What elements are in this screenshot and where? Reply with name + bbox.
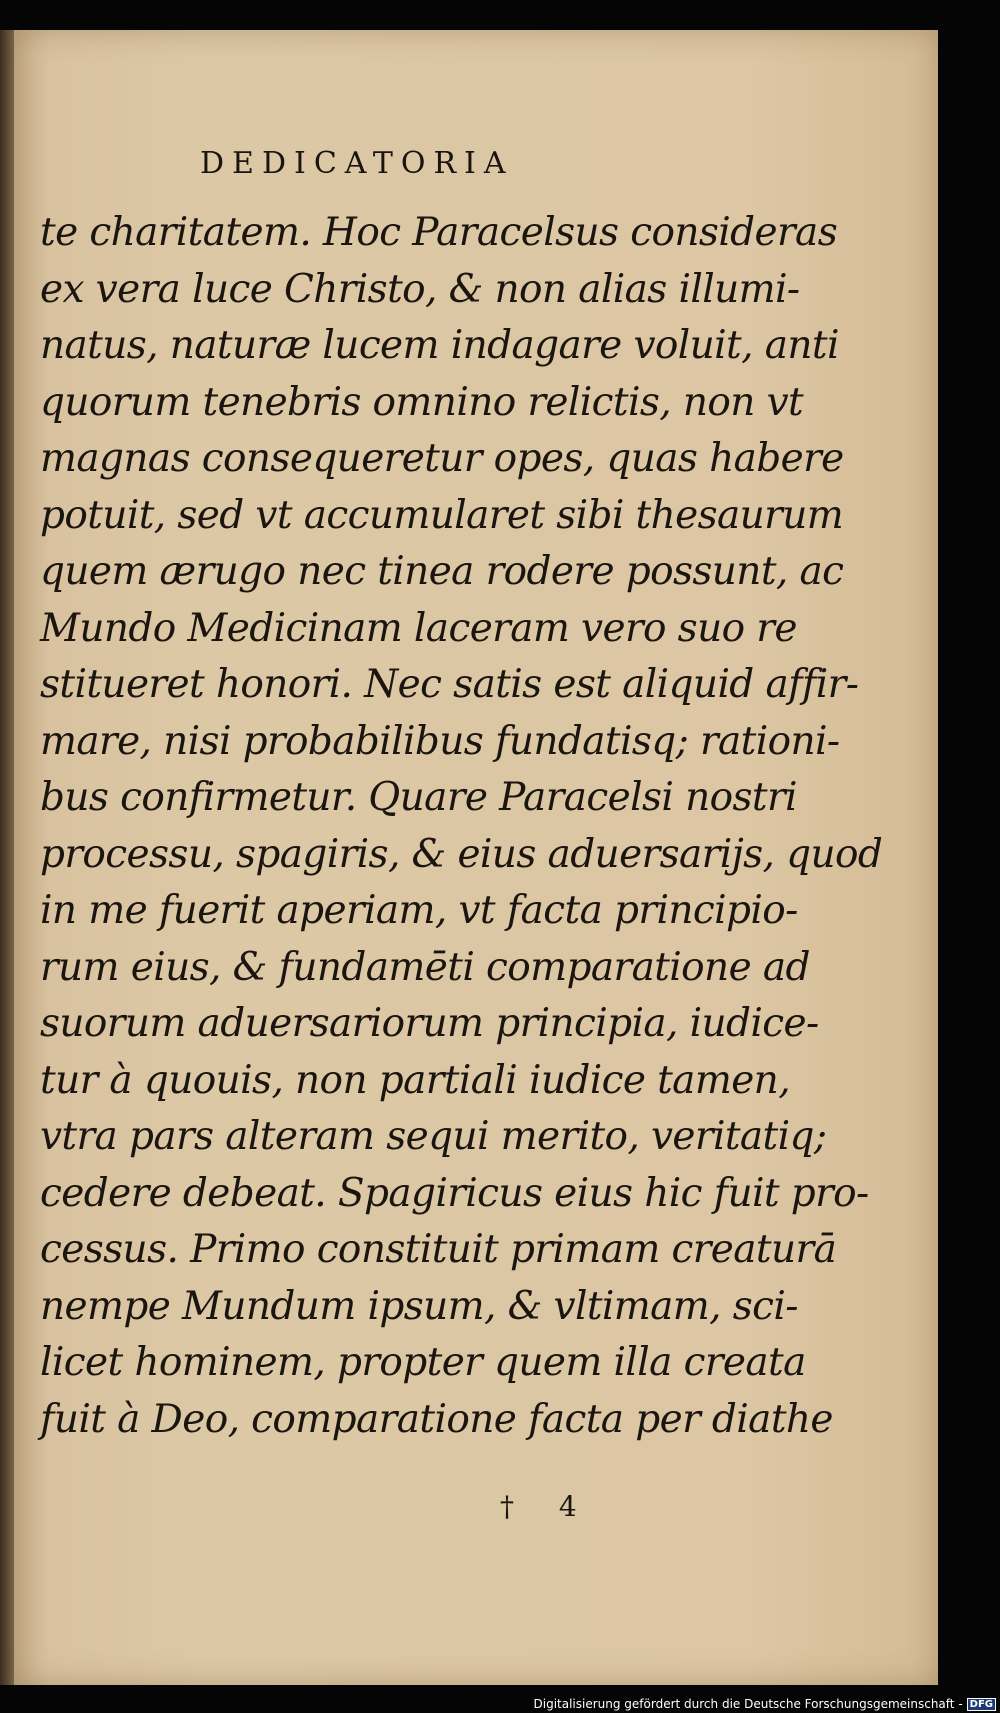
text-line: cessus. Primo constituit primam creaturā [40, 1227, 837, 1272]
text-line: cedere debeat. Spagiricus eius hic fuit pro- [40, 1170, 869, 1216]
book-spine-edge [0, 30, 14, 1685]
text-line: te charitatem. Hoc Paracelsus consideras [40, 210, 838, 255]
text-line: suorum aduersariorum principia, iudice- [40, 1001, 819, 1046]
text-line: licet hominem, propter quem illa creata [40, 1340, 806, 1385]
page-body-text [40, 205, 883, 1448]
text-line: mare, nisi probabilibus fundatisq; rationi- [40, 718, 840, 764]
text-line: bus confirmetur. Quare Paracelsi nostri [40, 775, 797, 820]
text-line: potuit, sed vt accumularet sibi thesaurum [40, 492, 844, 538]
text-line: natus, naturæ lucem indagare voluit, anti [40, 323, 839, 368]
digitization-credit [534, 1697, 997, 1711]
credit-text: Digitalisierung gefördert durch die Deutsche Forschungsgemeinschaft - [533, 1697, 963, 1711]
text-line: quorum tenebris omnino relictis, non vt [40, 379, 804, 425]
text-line: in me fuerit aperiam, vt facta principio- [40, 888, 798, 933]
signature-mark: † 4 [500, 1490, 595, 1523]
text-line: rum eius, & fundamēti comparatione ad [40, 944, 810, 990]
dfg-logo: DFG [967, 1698, 996, 1711]
text-line: fuit à Deo, comparatione facta per diathe [40, 1396, 833, 1442]
text-line: tur à quouis, non partiali iudice tamen, [40, 1057, 791, 1103]
text-line: nempe Mundum ipsum, & vltimam, sci- [40, 1283, 798, 1329]
text-line: stitueret honori. Nec satis est aliquid affir- [40, 662, 859, 707]
text-line: vtra pars alteram sequi merito, veritatiq; [40, 1114, 827, 1159]
running-head: DEDICATORIA [200, 146, 514, 181]
text-line: processu, spagiris, & eius aduersarijs, quod [40, 831, 883, 877]
text-line: Mundo Medicinam laceram vero suo re [40, 605, 797, 651]
text-line: magnas consequeretur opes, quas habere [40, 436, 844, 481]
text-line: ex vera luce Christo, & non alias illumi- [40, 266, 800, 312]
text-line: quem ærugo nec tinea rodere possunt, ac [40, 549, 844, 594]
